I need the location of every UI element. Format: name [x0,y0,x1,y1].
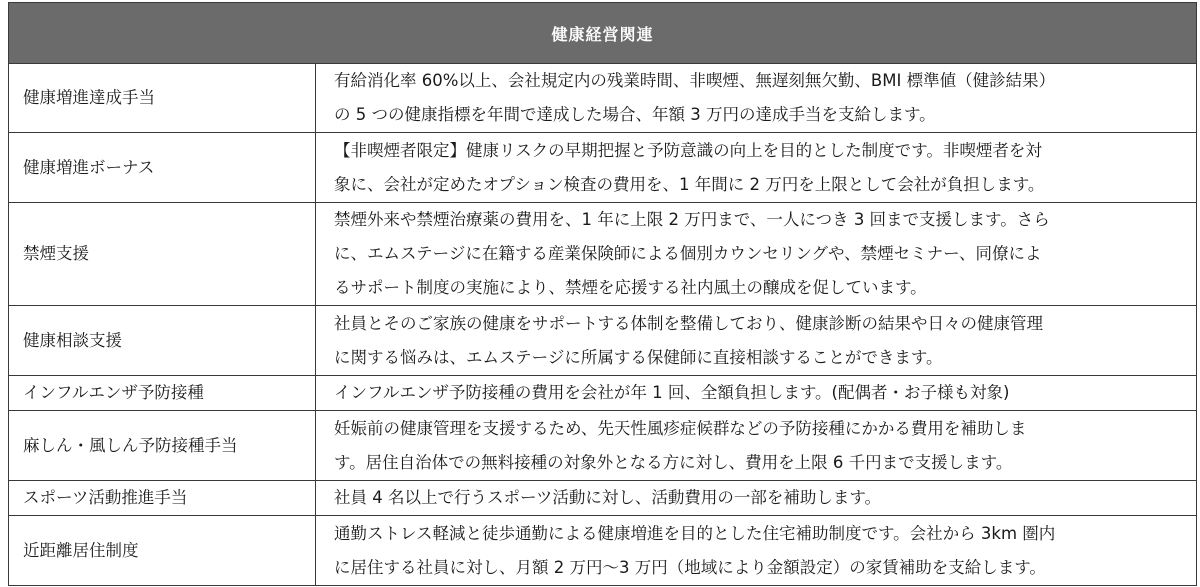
benefits-table-container [8,2,1196,586]
table-row [9,411,1197,481]
description-line: に居住する社員に対し、月額 2 万円～3 万円（地域により金額設定）の家賃補助を支給します。 [334,557,1046,577]
row-label: スポーツ活動推進手当 [9,481,316,516]
table-row [9,306,1197,376]
description-line: に関する悩みは、エムステージに所属する保健師に直接相談することができます。 [334,347,943,367]
row-label: 麻しん・風しん予防接種手当 [9,411,316,481]
row-description [316,411,1197,481]
description-line: す。居住自治体での無料接種の対象外となる方に対し、費用を上限 6 千円まで支援します。 [334,452,1013,472]
table-row [9,376,1197,411]
table-title: 健康経営関連 [9,3,1197,64]
description-line: の 5 つの健康指標を年間で達成した場合、年額 3 万円の達成手当を支給します。 [334,105,936,124]
row-label: 健康増進達成手当 [9,64,316,133]
row-label: 近距離居住制度 [9,516,316,586]
row-description [316,306,1197,376]
table-row [9,64,1197,133]
description-line: 有給消化率 60%以上、会社規定内の残業時間、非喫煙、無遅刻無欠勤、BMI 標準値（健診結果） [334,71,1056,90]
health-management-table [8,2,1197,586]
description-line: 象に、会社が定めたオプション検査の費用を、1 年間に 2 万円を上限として会社が負担します。 [334,174,1045,194]
row-label: インフルエンザ予防接種 [9,376,316,411]
row-label: 健康増進ボーナス [9,133,316,203]
description-line: るサポート制度の実施により、禁煙を応援する社内風土の醸成を促しています。 [334,278,927,297]
row-description [316,64,1197,133]
description-line: 社員 4 名以上で行うスポーツ活動に対し、活動費用の一部を補助します。 [334,488,882,507]
description-line: 妊娠前の健康管理を支援するため、先天性風疹症候群などの予防接種にかかる費用を補助しま [334,418,1027,438]
description-line: 禁煙外来や禁煙治療薬の費用を、1 年に上限 2 万円まで、一人につき 3 回まで支援します。さら [334,210,1050,229]
description-line: 通勤ストレス軽減と徒歩通勤による健康増進を目的とした住宅補助制度です。会社から 3km 圏内 [334,523,1056,543]
table-row [9,133,1197,203]
description-line: 社員とそのご家族の健康をサポートする体制を整備しており、健康診断の結果や日々の健康管理 [334,313,1044,333]
row-description [316,481,1197,516]
table-header-row [9,3,1197,64]
row-label: 健康相談支援 [9,306,316,376]
table-row [9,516,1197,586]
description-line: インフルエンザ予防接種の費用を会社が年 1 回、全額負担します。(配偶者・お子様も対象) [334,383,1010,402]
row-description [316,133,1197,203]
table-row [9,481,1197,516]
row-label: 禁煙支援 [9,203,316,306]
description-line: に、エムステージに在籍する産業保険師による個別カウンセリングや、禁煙セミナー、同僚によ [334,244,1042,263]
row-description [316,376,1197,411]
row-description [316,516,1197,586]
description-line: 【非喫煙者限定】健康リスクの早期把握と予防意識の向上を目的とした制度です。非喫煙者を対 [334,140,1042,160]
row-description [316,203,1197,306]
table-row [9,203,1197,306]
